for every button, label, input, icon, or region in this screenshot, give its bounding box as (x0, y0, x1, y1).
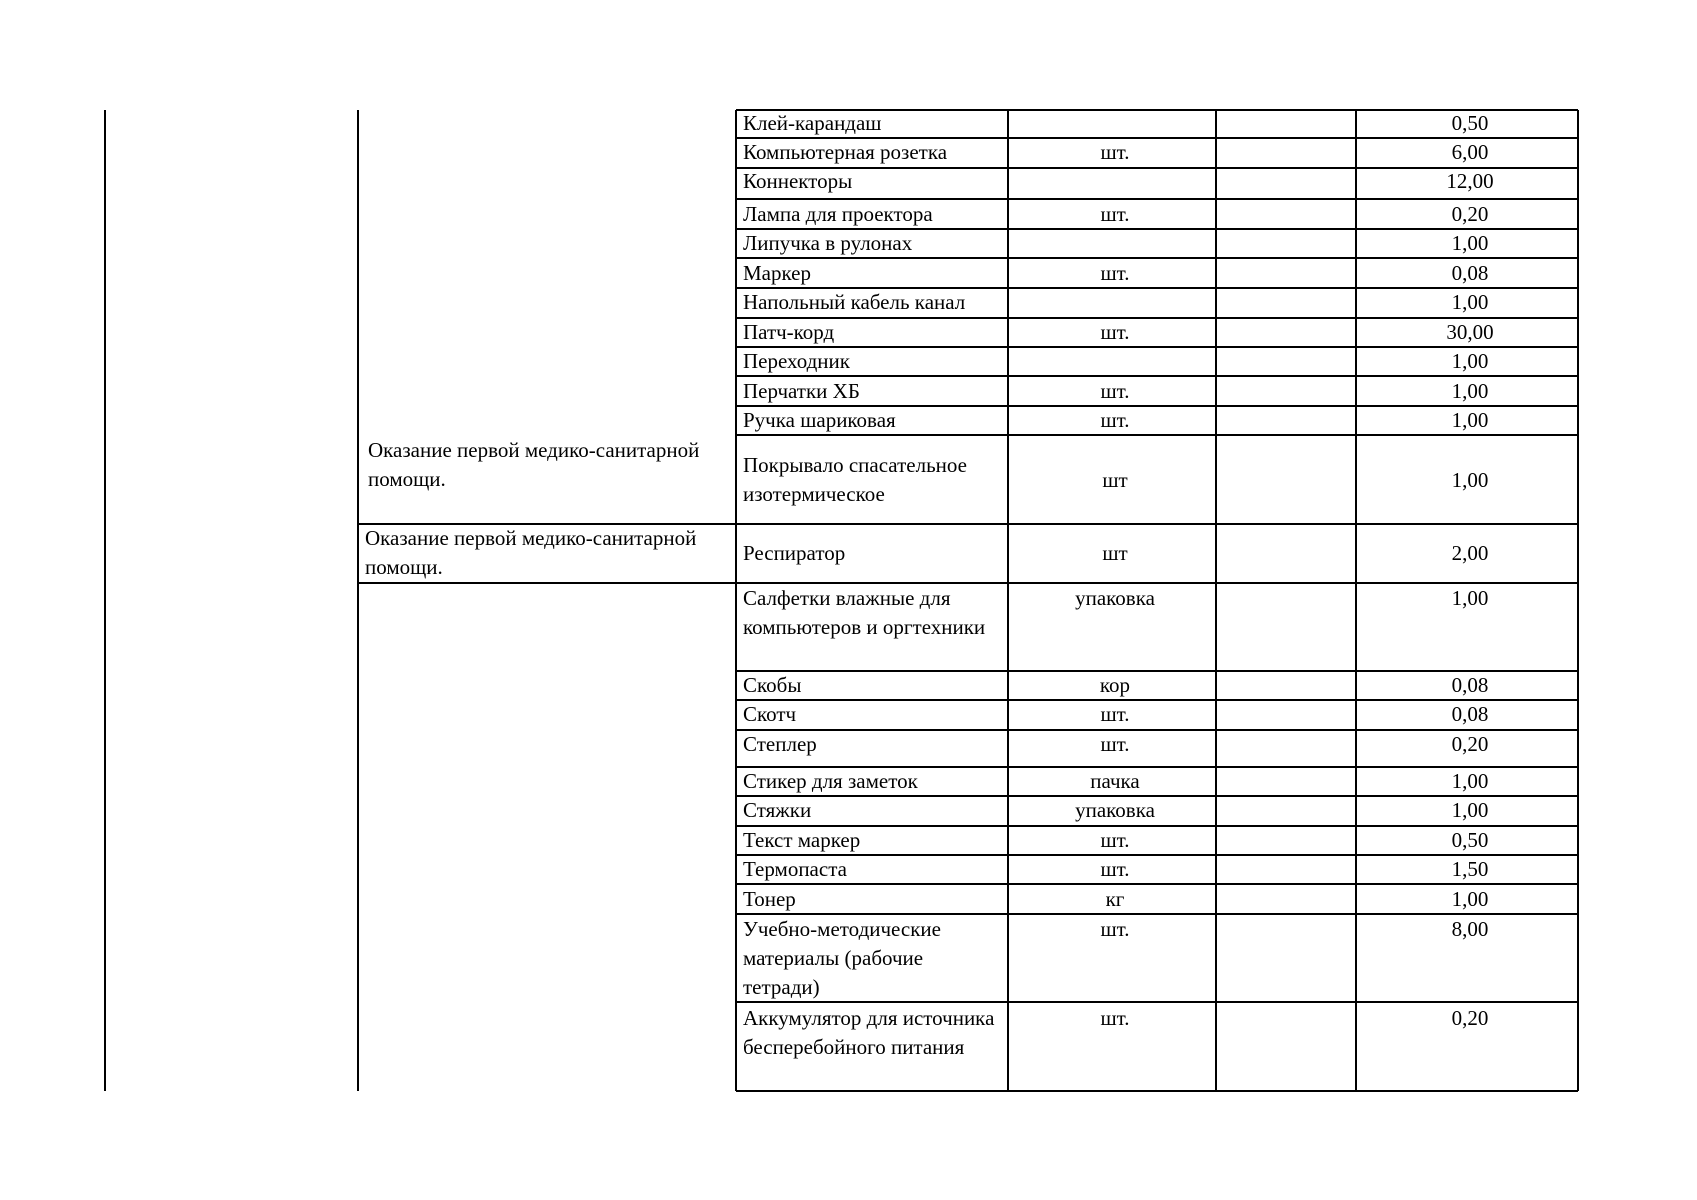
table-row-section: Оказание первой медико-санитарной помощи. (365, 526, 697, 579)
table-row-name: Термопаста (743, 857, 847, 881)
table-row-name: Стяжки (743, 798, 812, 822)
table-row-qty: 0,08 (1451, 702, 1489, 726)
table-row-qty: 1,00 (1451, 798, 1489, 822)
table-row-unit: пачка (1090, 769, 1140, 793)
table-row-qty: 30,00 (1446, 320, 1494, 344)
table-row-name-text: Покрывало спасательное изотермическое (743, 453, 967, 506)
table-row-qty: 1,50 (1451, 857, 1489, 881)
table-row-unit: кг (1105, 887, 1125, 911)
table-row-name (741, 436, 1011, 524)
table-row-name: Маркер (743, 261, 811, 285)
table-row-qty: 0,08 (1451, 261, 1489, 285)
table-row-name: Скотч (743, 702, 797, 726)
table-row-qty: 0,20 (1451, 732, 1489, 756)
table-row-unit: шт. (1100, 857, 1130, 881)
table-row-name: Липучка в рулонах (743, 231, 913, 255)
table-row-unit: шт. (1100, 379, 1130, 403)
table-row-unit: шт. (1100, 320, 1130, 344)
table-row-name: Клей-карандаш (743, 111, 882, 135)
table-row-name: Салфетки влажные для компьютеров и оргтехники (743, 586, 986, 639)
table-row-name: Текст маркер (743, 828, 861, 852)
table-row-qty: 0,50 (1451, 111, 1489, 135)
table-row-qty: 8,00 (1451, 917, 1489, 941)
table-row-name: Тонер (743, 887, 796, 911)
table-row-name: Перчатки ХБ (743, 379, 860, 403)
table-row-name: Учебно-методические материалы (рабочие тетради) (743, 917, 941, 999)
table-row-qty: 1,00 (1451, 231, 1489, 255)
table-row-qty: 1,00 (1451, 467, 1489, 492)
table-row-qty: 0,20 (1451, 202, 1489, 226)
table-row-unit: шт. (1100, 408, 1130, 432)
table-row-unit: шт. (1100, 1006, 1130, 1030)
table-row-unit: шт. (1100, 202, 1130, 226)
table-row-qty: 2,00 (1451, 541, 1489, 565)
table-row-qty: 0,50 (1451, 828, 1489, 852)
table-row-name: Степлер (743, 732, 817, 756)
table-row-qty: 1,00 (1451, 887, 1489, 911)
table-row-section: Оказание первой медико-санитарной помощи. (368, 438, 700, 491)
table-row-unit: шт. (1100, 702, 1130, 726)
table-row-unit: шт. (1100, 828, 1130, 852)
table-row-name: Стикер для заметок (743, 769, 918, 793)
table-row-name: Лампа для проектора (743, 202, 933, 226)
table-row-unit: шт (1102, 467, 1128, 492)
table-row-name: Коннекторы (743, 169, 853, 193)
table-row-unit: шт. (1100, 732, 1130, 756)
table-row-name: Ручка шариковая (743, 408, 896, 432)
table-row-name: Скобы (743, 673, 802, 697)
table-row-unit: шт. (1100, 917, 1130, 941)
table-row-name: Переходник (743, 349, 850, 373)
table-row-qty: 6,00 (1451, 140, 1489, 164)
table-row-qty: 1,00 (1451, 379, 1489, 403)
table-row-unit: шт. (1100, 261, 1130, 285)
table-row-qty: 12,00 (1446, 169, 1494, 193)
table-row-qty: 0,20 (1451, 1006, 1489, 1030)
table-row-unit: шт. (1100, 140, 1130, 164)
table-row-name: Аккумулятор для источника бесперебойного питания (743, 1006, 995, 1059)
table-row-qty: 1,00 (1451, 586, 1489, 610)
table-row-qty: 1,00 (1451, 769, 1489, 793)
table-row-qty: 0,08 (1451, 673, 1489, 697)
table-row-name: Патч-корд (743, 320, 835, 344)
table-row-qty: 1,00 (1451, 408, 1489, 432)
table-row-unit: кор (1099, 673, 1131, 697)
table-row-qty: 1,00 (1451, 290, 1489, 314)
table-row-name: Напольный кабель канал (743, 290, 966, 314)
table-row-unit: упаковка (1075, 586, 1155, 610)
table-row-unit: шт (1102, 541, 1128, 565)
table-row-unit: упаковка (1075, 798, 1155, 822)
table-row-name: Респиратор (743, 541, 846, 565)
table-row-qty: 1,00 (1451, 349, 1489, 373)
table-row-name: Компьютерная розетка (743, 140, 948, 164)
